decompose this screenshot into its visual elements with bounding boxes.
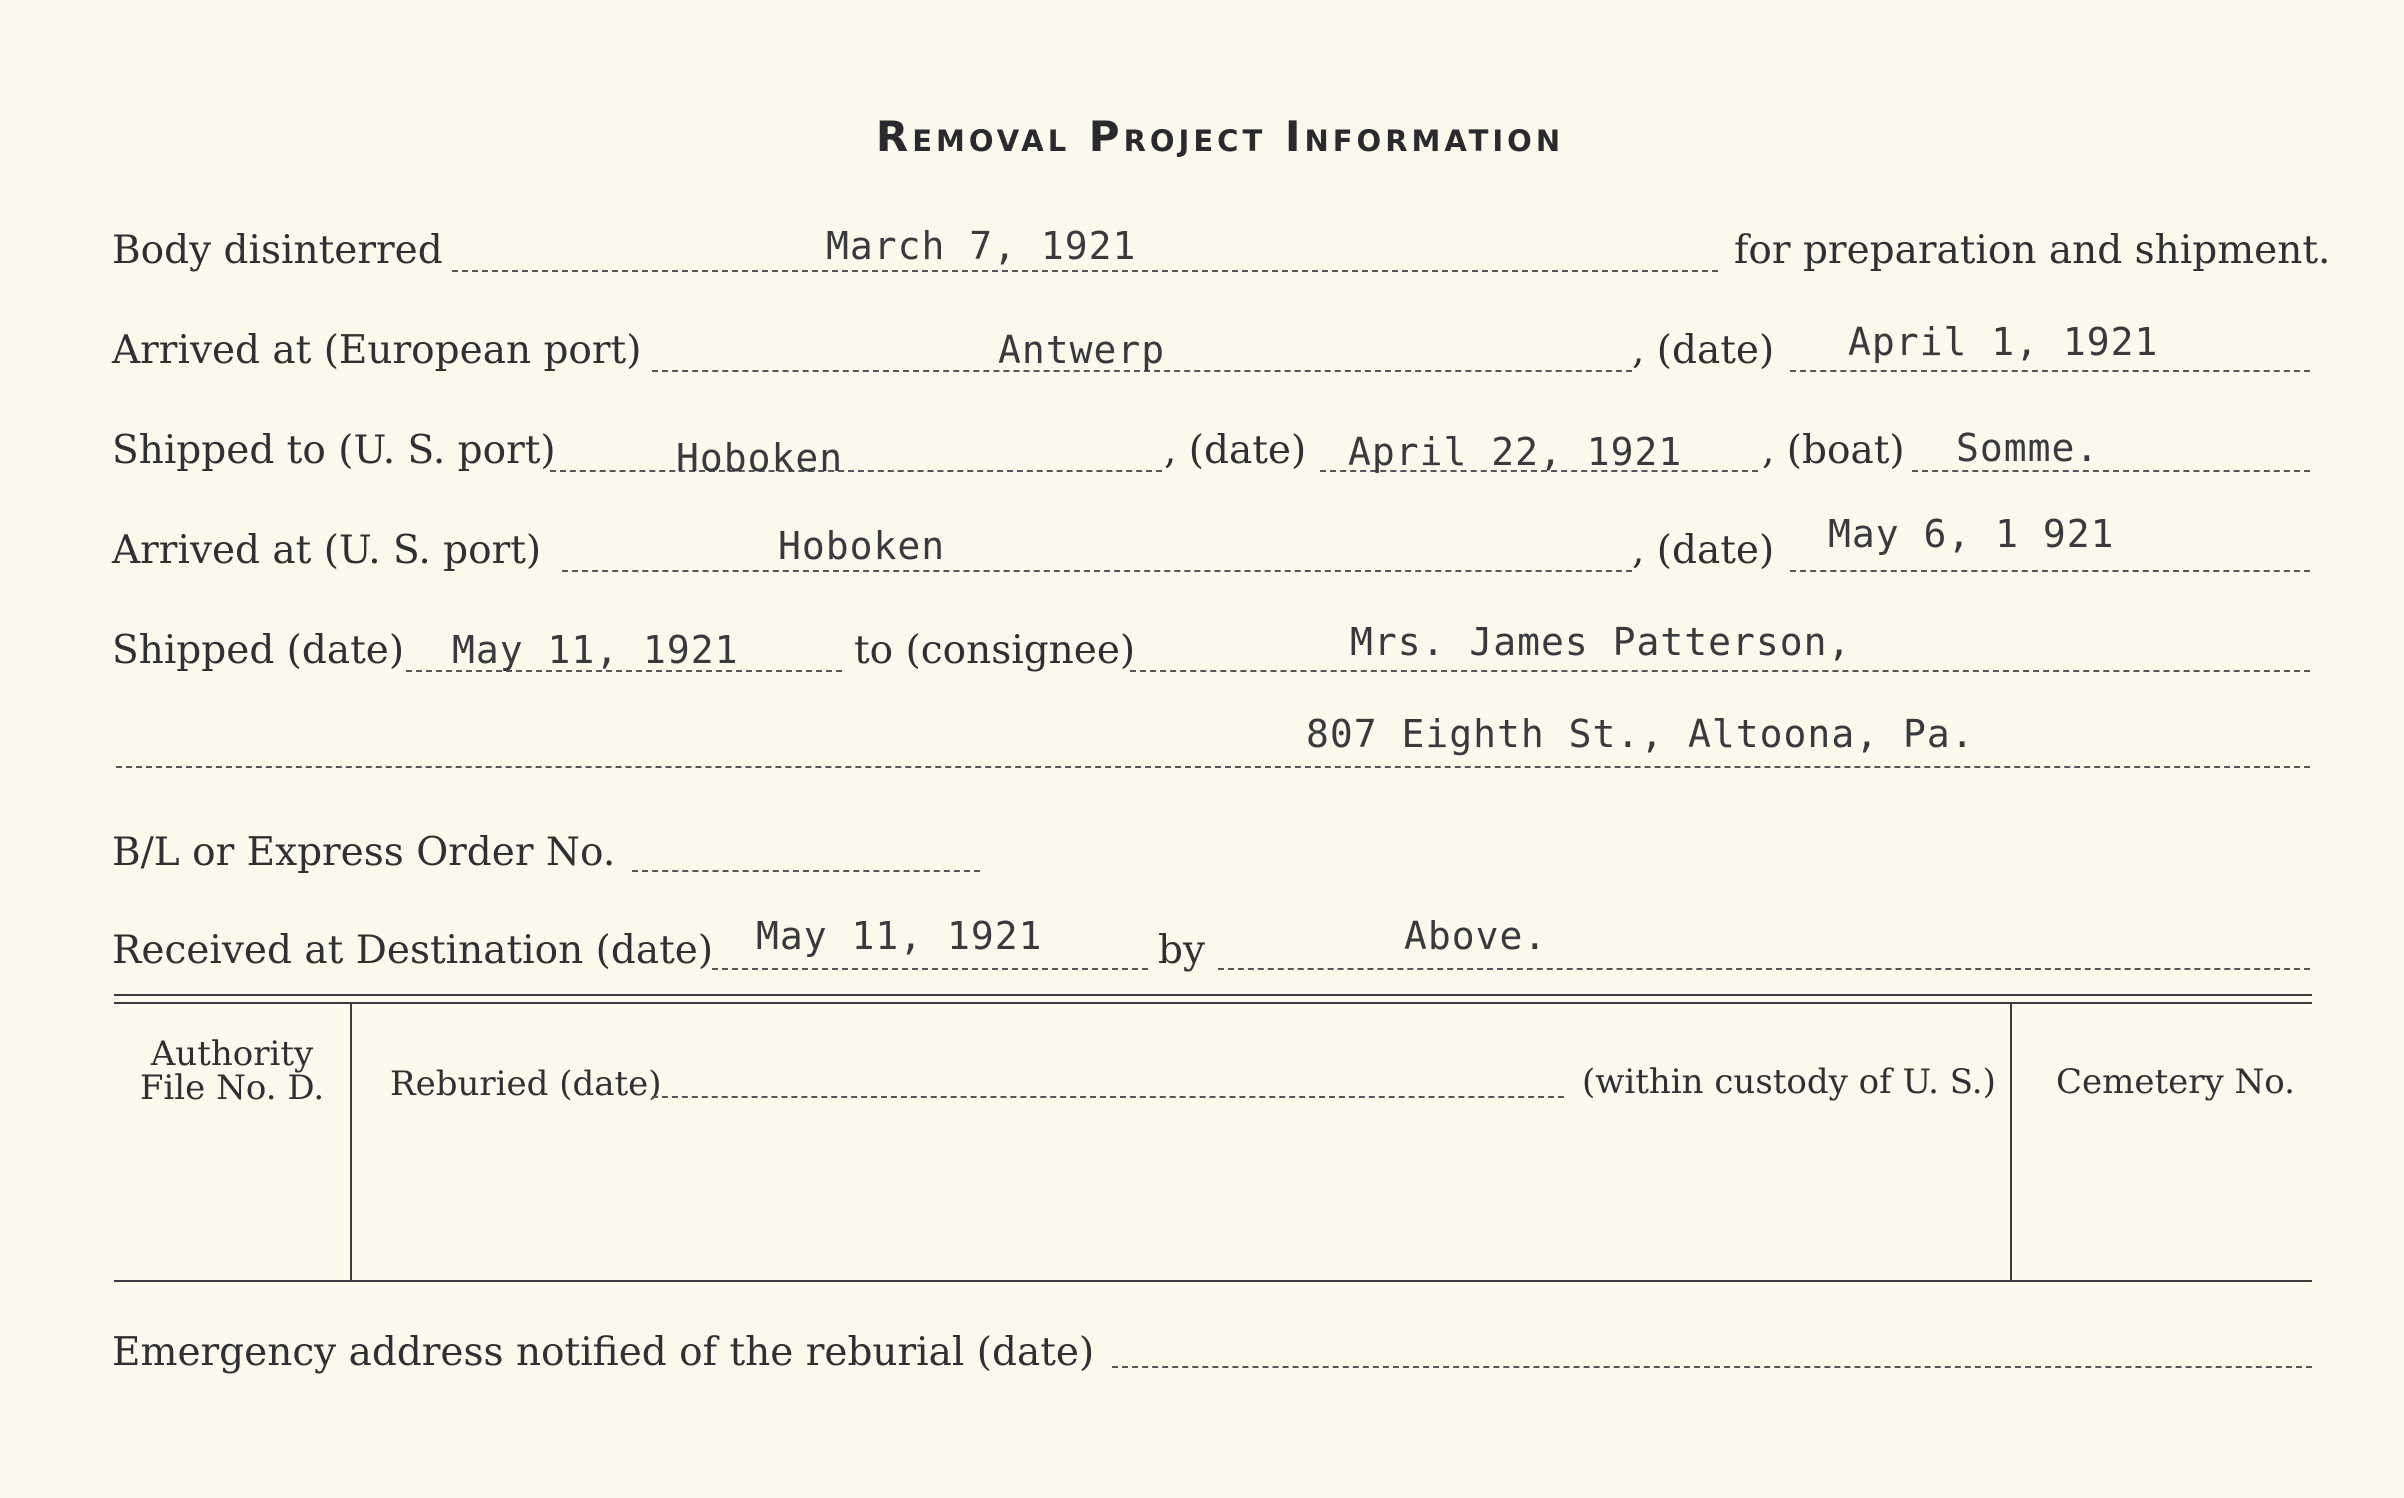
shipped-us-date-label: , (date) <box>1164 428 1307 473</box>
arrived-eu-date-label: , (date) <box>1632 328 1775 373</box>
shipped-us-boat-line <box>1912 470 2310 472</box>
shipped-us-boat-label: , (boat) <box>1762 428 1905 473</box>
arrived-us-label: Arrived at (U. S. port) <box>112 528 542 573</box>
arrived-eu-date-line <box>1790 370 2310 372</box>
received-by-label: by <box>1158 928 1205 973</box>
consignee-label: to (consignee) <box>854 628 1136 673</box>
body-disinterred-label: Body disinterred <box>112 228 443 273</box>
shipped-date-value: May 11, 1921 <box>452 628 739 672</box>
arrived-eu-label: Arrived at (European port) <box>112 328 642 373</box>
body-disinterred-line <box>452 270 1718 272</box>
shipped-us-port-line <box>550 470 1162 472</box>
table-bottom-rule <box>114 1280 2312 1282</box>
received-by-value: Above. <box>1404 914 1548 958</box>
shipped-us-port-value: Hoboken <box>676 436 844 480</box>
consignee-line <box>1130 670 2310 672</box>
body-disinterred-value: March 7, 1921 <box>826 224 1137 268</box>
arrived-us-port-line <box>562 570 1632 572</box>
arrived-eu-port-value: Antwerp <box>998 328 1166 372</box>
consignee-address-value: 807 Eighth St., Altoona, Pa. <box>1306 712 1975 756</box>
reburied-label: Reburied (date) <box>390 1064 662 1104</box>
emergency-label: Emergency address notified of the reburial (date) <box>112 1330 1095 1375</box>
reburied-line <box>652 1096 1564 1098</box>
authority-label-line1: Authority <box>150 1034 314 1074</box>
received-date-value: May 11, 1921 <box>756 914 1043 958</box>
form-title: Removal Project Information <box>875 112 1565 161</box>
arrived-us-port-value: Hoboken <box>778 524 946 568</box>
bl-order-label: B/L or Express Order No. <box>112 830 616 875</box>
shipped-us-date-value: April 22, 1921 <box>1348 430 1683 474</box>
authority-label-line2: File No. D. <box>139 1068 325 1108</box>
cemetery-no-label: Cemetery No. <box>2056 1062 2295 1102</box>
emergency-line <box>1112 1366 2312 1368</box>
custody-label: (within custody of U. S.) <box>1582 1062 1996 1102</box>
arrived-us-date-value: May 6, 1 921 <box>1828 512 2115 556</box>
table-divider-left <box>350 1004 352 1280</box>
received-label: Received at Destination (date) <box>112 928 714 973</box>
arrived-eu-date-value: April 1, 1921 <box>1848 320 2159 364</box>
address-line <box>116 766 2310 768</box>
consignee-value: Mrs. James Patterson, <box>1350 620 1852 664</box>
shipped-us-label: Shipped to (U. S. port) <box>112 428 556 473</box>
shipped-us-boat-value: Somme. <box>1956 426 2100 470</box>
received-date-line <box>712 968 1148 970</box>
received-by-line <box>1218 968 2310 970</box>
shipped-date-label: Shipped (date) <box>112 628 405 673</box>
bl-order-line <box>632 870 980 872</box>
table-divider-right <box>2010 1004 2012 1280</box>
arrived-us-date-label: , (date) <box>1632 528 1775 573</box>
arrived-us-date-line <box>1790 570 2310 572</box>
table-top-rule-double <box>114 1002 2312 1004</box>
body-disinterred-suffix: for preparation and shipment. <box>1734 228 2331 273</box>
table-top-rule <box>114 994 2312 996</box>
